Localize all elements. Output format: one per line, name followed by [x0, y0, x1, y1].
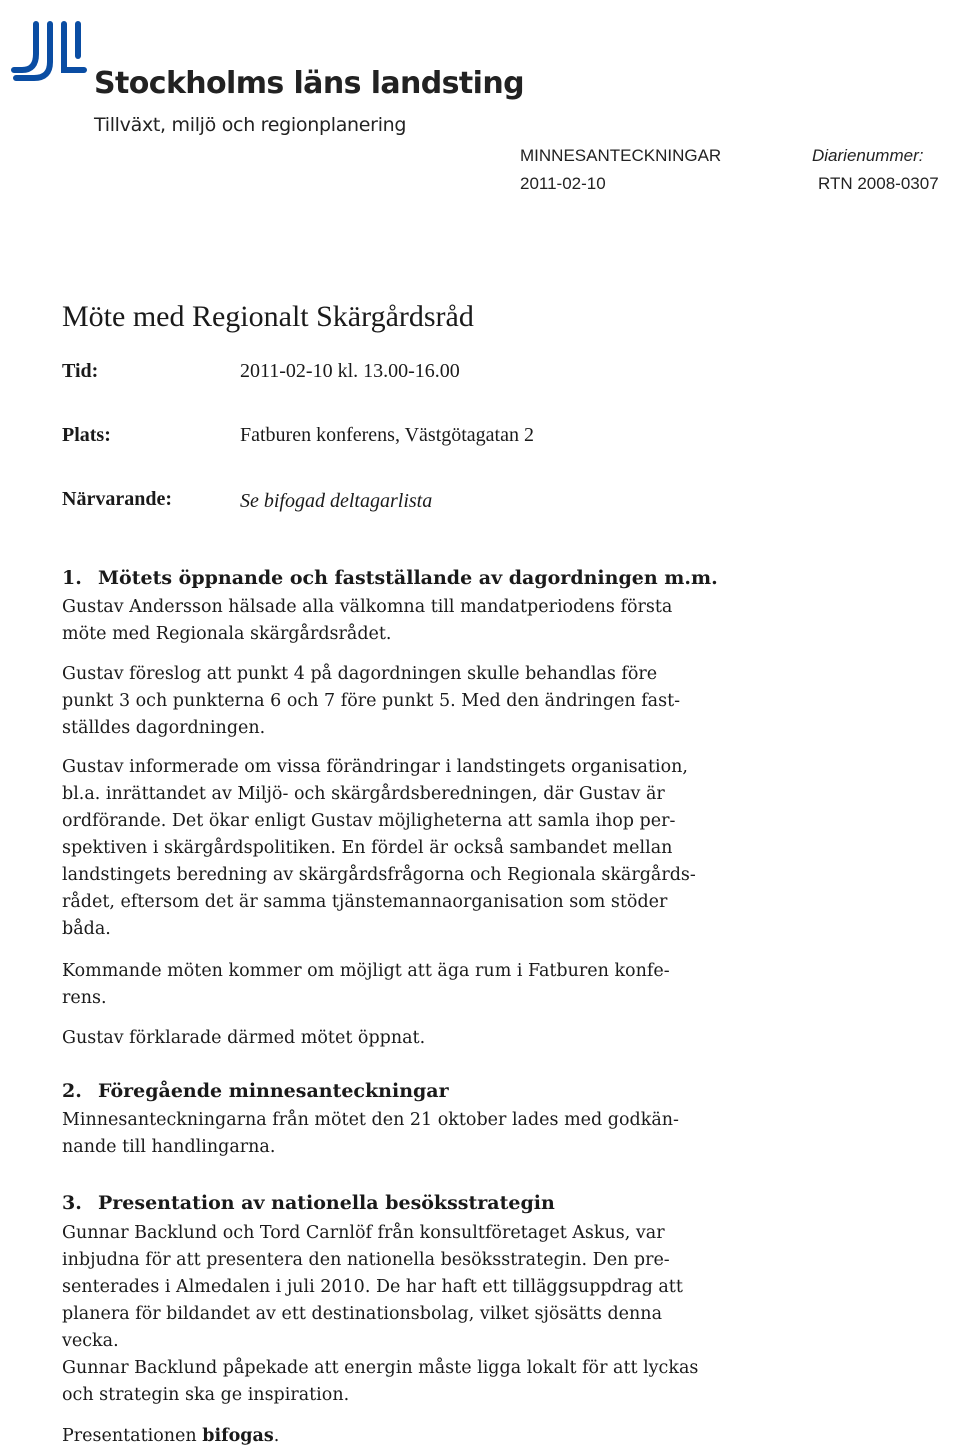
text-line: ställdes dagordningen. [62, 718, 266, 738]
text-line: möte med Regionala skärgårdsrådet. [62, 624, 392, 644]
section-title: Föregående minnesanteckningar [98, 1080, 449, 1102]
diary-number-label: Diarienummer: [812, 146, 924, 165]
text-line [62, 1423, 762, 1450]
text-line: senterades i Almedalen i juli 2010. De har haft ett tilläggsuppdrag att [62, 1277, 683, 1297]
attachment-note: bifogas [202, 1426, 274, 1446]
diary-number: RTN 2008-0307 [818, 174, 939, 193]
sll-logo-mark-icon [10, 20, 90, 90]
closing-period: . [273, 1426, 280, 1446]
closing-text: Presentationen [62, 1426, 203, 1446]
place-label: Plats: [62, 424, 111, 446]
section-number: 3. [62, 1192, 82, 1214]
text-line: Gustav informerade om vissa förändringar i landstingets organisation, [62, 757, 688, 777]
section-title: Mötets öppnande och fastställande av dagordningen m.m. [98, 567, 718, 589]
text-line: Kommande möten kommer om möjligt att äga rum i Fatburen konfe- [62, 961, 670, 981]
paragraph [62, 594, 762, 648]
section-heading-3 [62, 1192, 555, 1214]
text-line: ordförande. Det ökar enligt Gustav möjligheterna att samla ihop per- [62, 811, 676, 831]
text-line: Gustav Andersson hälsade alla välkomna till mandatperiodens första [62, 597, 673, 617]
paragraph [62, 1025, 762, 1052]
text-line: bl.a. inrättandet av Miljö- och skärgårdsberedningen, där Gustav är [62, 784, 665, 804]
page-title: Möte med Regionalt Skärgårdsråd [62, 300, 474, 333]
text-line: Gustav förklarade därmed mötet öppnat. [62, 1028, 426, 1048]
text-line: vecka. [62, 1331, 119, 1351]
section-heading-2 [62, 1080, 449, 1102]
organization-logo [10, 20, 524, 136]
organization-division: Tillväxt, miljö och regionplanering [94, 114, 407, 136]
paragraph [62, 754, 762, 943]
text-line: båda. [62, 919, 111, 939]
section-title: Presentation av nationella besöksstrategin [98, 1192, 555, 1214]
paragraph [62, 1107, 762, 1161]
paragraph [62, 958, 762, 1012]
time-label: Tid: [62, 360, 99, 382]
text-line: Gunnar Backlund påpekade att energin måste ligga lokalt för att lyckas [62, 1358, 699, 1378]
text-line: inbjudna för att presentera den nationella besöksstrategin. Den pre- [62, 1250, 670, 1270]
section-number: 2. [62, 1080, 82, 1102]
time-value: 2011-02-10 kl. 13.00-16.00 [240, 360, 460, 382]
organization-name: Stockholms läns landsting [94, 66, 524, 101]
section-number: 1. [62, 567, 82, 589]
text-line: spektiven i skärgårdspolitiken. En fördel är också sambandet mellan [62, 838, 673, 858]
text-line: planera för bildandet av ett destinationsbolag, vilket sjösätts denna [62, 1304, 663, 1324]
paragraph [62, 661, 762, 742]
paragraph [62, 1220, 762, 1409]
closing-paragraph [62, 1423, 762, 1450]
text-line: rådet, eftersom det är samma tjänstemannaorganisation som stöder [62, 892, 668, 912]
text-line: Gunnar Backlund och Tord Carnlöf från konsultföretaget Askus, var [62, 1223, 665, 1243]
text-line: rens. [62, 988, 107, 1008]
text-line: landstingets beredning av skärgårdsfrågorna och Regionala skärgårds- [62, 865, 696, 885]
text-line: Minnesanteckningarna från mötet den 21 oktober lades med godkän- [62, 1110, 679, 1130]
attendees-label: Närvarande: [62, 488, 172, 510]
text-line: Gustav föreslog att punkt 4 på dagordningen skulle behandlas före [62, 664, 658, 684]
text-line: och strategin ska ge inspiration. [62, 1385, 350, 1405]
attendees-value: Se bifogad deltagarlista [240, 490, 433, 512]
document-type: MINNESANTECKNINGAR [520, 146, 722, 165]
place-value: Fatburen konferens, Västgötagatan 2 [240, 424, 534, 446]
section-heading-1 [62, 567, 718, 589]
text-line: punkt 3 och punkterna 6 och 7 före punkt 5. Med den ändringen fast- [62, 691, 681, 711]
document-date: 2011-02-10 [520, 174, 606, 193]
text-line: nande till handlingarna. [62, 1137, 276, 1157]
